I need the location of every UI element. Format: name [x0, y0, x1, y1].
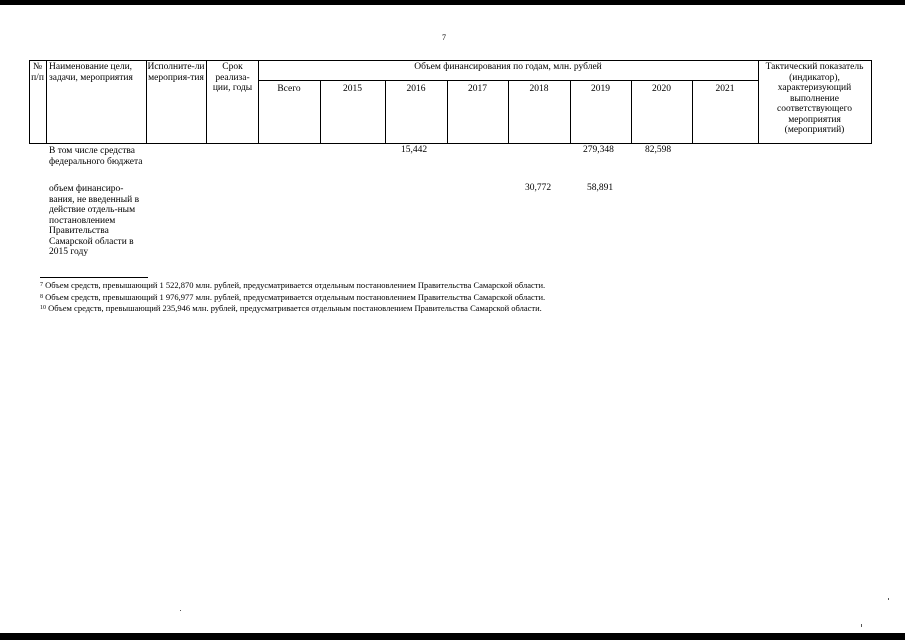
col-divider-financing	[258, 60, 259, 144]
row-2-value-2018: 30,772	[525, 183, 552, 193]
header-col-executor: Исполните-ли мероприя-тия	[147, 62, 205, 83]
header-year-2019: 2019	[591, 84, 610, 94]
scan-speck	[180, 610, 181, 611]
scan-speck	[861, 624, 862, 627]
header-year-2018: 2018	[529, 84, 549, 94]
footnote-separator	[40, 277, 148, 278]
header-col-indicator: Тактический показатель (индикатор), характеризующий выполнение соответствующего мероприятия (мероприятий)	[765, 62, 864, 135]
header-year-total: Всего	[277, 84, 301, 94]
header-col-no: № п/п	[31, 62, 44, 83]
col-divider-name	[46, 60, 47, 144]
header-year-2017: 2017	[468, 84, 487, 94]
row-1-name: В том числе средства федерального бюджета	[49, 146, 143, 167]
scan-bottom-border	[0, 633, 905, 640]
row-1-value-2019: 279,348	[583, 145, 614, 155]
header-year-2021: 2021	[715, 84, 735, 94]
header-col-period: Срок реализа-ции, годы	[212, 62, 253, 93]
footnote-8: $^8$ Объем средств, превышающий 1 976,977 млн. рублей, предусматривается отдельным постановлением Правительства Самарской области.	[40, 292, 546, 302]
table-top-border	[29, 60, 872, 61]
page-number: 7	[442, 33, 446, 42]
header-col-name: Наименование цели, задачи, мероприятия	[49, 62, 133, 83]
header-year-2016: 2016	[406, 84, 426, 94]
row-1-value-2016: 15,442	[401, 145, 428, 155]
row-1-value-2020: 82,598	[645, 145, 672, 155]
header-financing-title: Объем финансирования по годам, млн. рублей	[414, 62, 602, 72]
row-2-name: объем финансиро-вания, не введенный в действие отдель-ным постановлением Правительства Самарской области в 2015 году	[49, 184, 140, 257]
scan-speck	[888, 598, 889, 600]
footnote-10: $^{10}$ Объем средств, превышающий 235,946 млн. рублей, предусматривается отдельным постановлением Правительства Самарской области.	[40, 303, 542, 313]
table-header-bottom-border	[29, 143, 872, 144]
table-right-border	[871, 60, 872, 144]
header-year-2020: 2020	[652, 84, 671, 94]
header-year-2015: 2015	[343, 84, 362, 94]
scan-top-border	[0, 0, 905, 5]
row-2-value-2019: 58,891	[587, 183, 614, 193]
footnote-7: $^7$ Объем средств, превышающий 1 522,870 млн. рублей, предусматривается отдельным постановлением Правительства Самарской области.	[40, 280, 546, 290]
